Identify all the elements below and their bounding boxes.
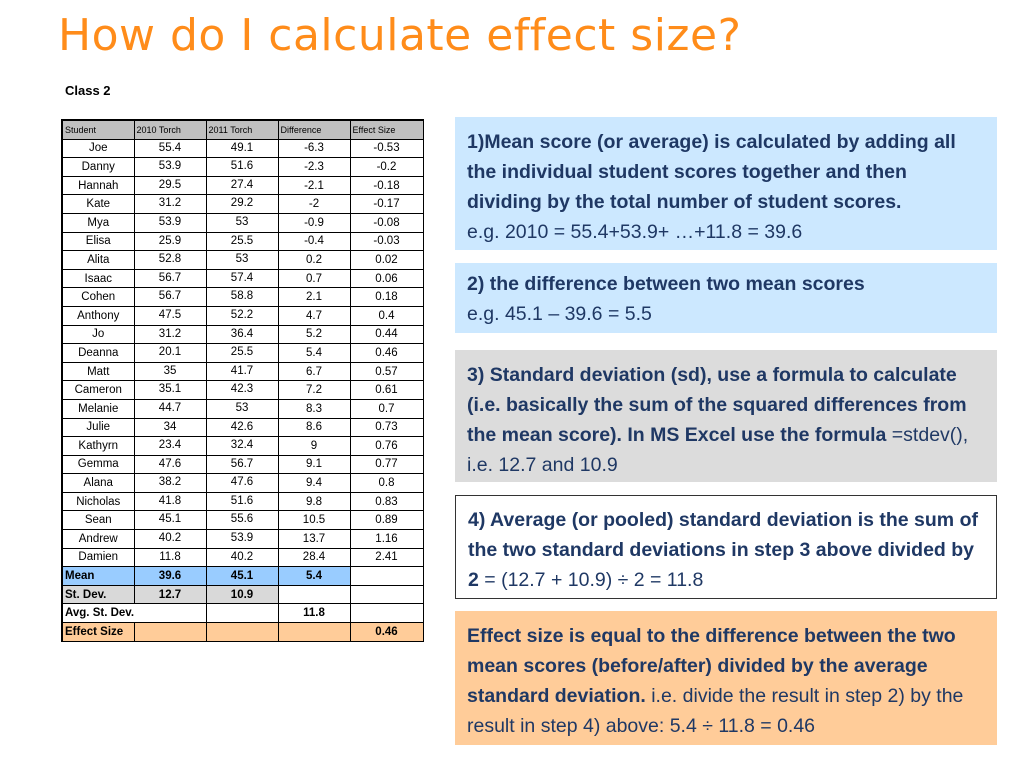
step-2-heading: 2) the difference between two mean scores (467, 273, 865, 295)
effect-size-label: Effect Size (62, 623, 134, 642)
score-2011-cell: 51.6 (206, 158, 278, 177)
student-name-cell: Elisa (62, 232, 134, 251)
score-2011-cell: 25.5 (206, 232, 278, 251)
effect-size-box (455, 611, 997, 745)
difference-cell: 9.4 (278, 474, 350, 493)
difference-cell: -0.9 (278, 213, 350, 232)
difference-cell: -0.4 (278, 232, 350, 251)
score-2010-cell: 29.5 (134, 176, 206, 195)
effect-size-cell: 0.57 (350, 362, 423, 381)
difference-cell: 5.4 (278, 344, 350, 363)
mean-row (62, 567, 423, 586)
score-2010-cell: 56.7 (134, 269, 206, 288)
mean-difference: 5.4 (278, 567, 350, 586)
student-name-cell: Cohen (62, 288, 134, 307)
score-2010-cell: 52.8 (134, 251, 206, 270)
sd-2011: 10.9 (206, 585, 278, 604)
score-2011-cell: 53.9 (206, 530, 278, 549)
avg-sd-effect-empty (350, 604, 423, 623)
student-name-cell: Mya (62, 213, 134, 232)
mean-effect-empty (350, 567, 423, 586)
sd-label: St. Dev. (62, 585, 134, 604)
score-2010-cell: 38.2 (134, 474, 206, 493)
effect-size-cell: -0.2 (350, 158, 423, 177)
student-name-cell: Jo (62, 325, 134, 344)
student-name-cell: Alita (62, 251, 134, 270)
score-2011-cell: 55.6 (206, 511, 278, 530)
score-2010-cell: 47.6 (134, 455, 206, 474)
score-2010-cell: 35.1 (134, 381, 206, 400)
mean-label: Mean (62, 567, 134, 586)
student-name-cell: Kate (62, 195, 134, 214)
effect-size-cell: -0.03 (350, 232, 423, 251)
table-row (62, 437, 423, 456)
step-4-box (455, 495, 997, 599)
table-row (62, 251, 423, 270)
class-label: Class 2 (65, 83, 111, 98)
score-2010-cell: 35 (134, 362, 206, 381)
score-2011-cell: 56.7 (206, 455, 278, 474)
effect-size-cell: 0.02 (350, 251, 423, 270)
table-row (62, 418, 423, 437)
page-title: How do I calculate effect size? (58, 10, 742, 61)
step-2-box (455, 263, 997, 333)
table-row (62, 362, 423, 381)
score-2011-cell: 52.2 (206, 306, 278, 325)
table-row (62, 139, 423, 158)
difference-cell: 4.7 (278, 306, 350, 325)
avg-sd-value: 11.8 (278, 604, 350, 623)
score-2011-cell: 53 (206, 213, 278, 232)
score-2010-cell: 53.9 (134, 158, 206, 177)
effect-size-cell: 1.16 (350, 530, 423, 549)
table-row (62, 492, 423, 511)
sd-difference-empty (278, 585, 350, 604)
difference-cell: 9.8 (278, 492, 350, 511)
student-name-cell: Julie (62, 418, 134, 437)
score-2011-cell: 36.4 (206, 325, 278, 344)
table-row (62, 288, 423, 307)
difference-cell: 13.7 (278, 530, 350, 549)
student-name-cell: Alana (62, 474, 134, 493)
effect-size-cell: 0.06 (350, 269, 423, 288)
difference-cell: 2.1 (278, 288, 350, 307)
score-2011-cell: 51.6 (206, 492, 278, 511)
table-row (62, 455, 423, 474)
score-2011-cell: 40.2 (206, 548, 278, 567)
table-row (62, 213, 423, 232)
score-2010-cell: 41.8 (134, 492, 206, 511)
difference-cell: 0.2 (278, 251, 350, 270)
table-row (62, 511, 423, 530)
student-name-cell: Anthony (62, 306, 134, 325)
difference-cell: 8.3 (278, 399, 350, 418)
effect-size-cell: 0.46 (350, 344, 423, 363)
student-name-cell: Kathyrn (62, 437, 134, 456)
difference-cell: 9.1 (278, 455, 350, 474)
header-2011: 2011 Torch (206, 120, 278, 139)
effect-size-cell: -0.53 (350, 139, 423, 158)
effect-size-cell: 0.44 (350, 325, 423, 344)
header-2010: 2010 Torch (134, 120, 206, 139)
difference-cell: 6.7 (278, 362, 350, 381)
effect-size-cell: -0.17 (350, 195, 423, 214)
table-row (62, 269, 423, 288)
difference-cell: 9 (278, 437, 350, 456)
student-name-cell: Joe (62, 139, 134, 158)
step-1-box (455, 117, 997, 250)
step-3-heading: 3) Standard deviation (sd), use a formula to calculate (i.e. basically the sum of the squared differences from the mean score). In MS Excel use the formula (467, 364, 967, 446)
effect-empty-3 (278, 623, 350, 642)
table-row (62, 530, 423, 549)
student-name-cell: Cameron (62, 381, 134, 400)
table-row (62, 474, 423, 493)
table-row (62, 344, 423, 363)
effect-size-cell: 0.61 (350, 381, 423, 400)
student-name-cell: Matt (62, 362, 134, 381)
step-1-heading: 1)Mean score (or average) is calculated by adding all the individual student scores together and then dividing by the total number of student scores. (467, 131, 956, 213)
difference-cell: 8.6 (278, 418, 350, 437)
avg-sd-label: Avg. St. Dev. (62, 604, 206, 623)
step-3-example: =stdev(), i.e. 12.7 and 10.9 (467, 424, 969, 476)
score-2010-cell: 11.8 (134, 548, 206, 567)
score-2011-cell: 53 (206, 399, 278, 418)
student-name-cell: Gemma (62, 455, 134, 474)
step-4-heading: 4) Average (or pooled) standard deviation is the sum of the two standard deviations in step 3 above divided by 2 (468, 509, 978, 591)
effect-size-cell: 0.76 (350, 437, 423, 456)
step-3-box (455, 350, 997, 482)
difference-cell: -2.3 (278, 158, 350, 177)
student-name-cell: Damien (62, 548, 134, 567)
score-2011-cell: 53 (206, 251, 278, 270)
score-2010-cell: 55.4 (134, 139, 206, 158)
effect-size-example: i.e. divide the result in step 2) by the result in step 4) above: 5.4 ÷ 11.8 = 0.46 (467, 685, 964, 737)
score-2011-cell: 29.2 (206, 195, 278, 214)
difference-cell: -6.3 (278, 139, 350, 158)
score-2011-cell: 49.1 (206, 139, 278, 158)
mean-2010: 39.6 (134, 567, 206, 586)
table-row (62, 306, 423, 325)
score-2010-cell: 40.2 (134, 530, 206, 549)
score-2011-cell: 32.4 (206, 437, 278, 456)
difference-cell: -2 (278, 195, 350, 214)
sd-effect-empty (350, 585, 423, 604)
score-2010-cell: 31.2 (134, 325, 206, 344)
effect-size-cell: 0.8 (350, 474, 423, 493)
header-difference: Difference (278, 120, 350, 139)
effect-size-cell: -0.08 (350, 213, 423, 232)
score-2010-cell: 23.4 (134, 437, 206, 456)
effect-size-value: 0.46 (350, 623, 423, 642)
effect-size-heading: Effect size is equal to the difference between the two mean scores (before/after) divided by the average standard deviation. (467, 625, 956, 707)
table-row (62, 158, 423, 177)
score-2011-cell: 41.7 (206, 362, 278, 381)
effect-size-cell: 0.77 (350, 455, 423, 474)
avg-sd-2011-empty (206, 604, 278, 623)
score-2010-cell: 25.9 (134, 232, 206, 251)
step-2-example: e.g. 45.1 – 39.6 = 5.5 (467, 303, 652, 325)
student-name-cell: Hannah (62, 176, 134, 195)
student-name-cell: Sean (62, 511, 134, 530)
score-2011-cell: 25.5 (206, 344, 278, 363)
score-2011-cell: 42.6 (206, 418, 278, 437)
effect-size-cell: 0.7 (350, 399, 423, 418)
step-1-example: e.g. 2010 = 55.4+53.9+ …+11.8 = 39.6 (467, 221, 803, 243)
score-2010-cell: 44.7 (134, 399, 206, 418)
table-row (62, 325, 423, 344)
effect-size-cell: 0.4 (350, 306, 423, 325)
student-name-cell: Isaac (62, 269, 134, 288)
table-row (62, 195, 423, 214)
effect-empty-1 (134, 623, 206, 642)
table-row (62, 381, 423, 400)
effect-empty-2 (206, 623, 278, 642)
difference-cell: 7.2 (278, 381, 350, 400)
header-student: Student (62, 120, 134, 139)
scores-table (61, 119, 424, 642)
table-row (62, 232, 423, 251)
student-name-cell: Deanna (62, 344, 134, 363)
sd-row (62, 585, 423, 604)
table-header-row (62, 120, 423, 139)
score-2010-cell: 47.5 (134, 306, 206, 325)
difference-cell: 5.2 (278, 325, 350, 344)
table-row (62, 548, 423, 567)
score-2011-cell: 42.3 (206, 381, 278, 400)
score-2010-cell: 34 (134, 418, 206, 437)
step-4-example: = (12.7 + 10.9) ÷ 2 = 11.8 (478, 569, 704, 591)
sd-2010: 12.7 (134, 585, 206, 604)
student-name-cell: Andrew (62, 530, 134, 549)
effect-size-row (62, 623, 423, 642)
header-effect-size: Effect Size (350, 120, 423, 139)
effect-size-cell: 0.18 (350, 288, 423, 307)
mean-2011: 45.1 (206, 567, 278, 586)
effect-size-cell: 2.41 (350, 548, 423, 567)
score-2011-cell: 58.8 (206, 288, 278, 307)
table-row (62, 176, 423, 195)
effect-size-cell: -0.18 (350, 176, 423, 195)
score-2010-cell: 45.1 (134, 511, 206, 530)
score-2011-cell: 27.4 (206, 176, 278, 195)
effect-size-cell: 0.73 (350, 418, 423, 437)
score-2010-cell: 56.7 (134, 288, 206, 307)
student-name-cell: Nicholas (62, 492, 134, 511)
difference-cell: -2.1 (278, 176, 350, 195)
table-row (62, 399, 423, 418)
effect-size-cell: 0.89 (350, 511, 423, 530)
student-name-cell: Danny (62, 158, 134, 177)
difference-cell: 0.7 (278, 269, 350, 288)
student-name-cell: Melanie (62, 399, 134, 418)
score-2011-cell: 57.4 (206, 269, 278, 288)
difference-cell: 28.4 (278, 548, 350, 567)
score-2010-cell: 20.1 (134, 344, 206, 363)
avg-sd-row (62, 604, 423, 623)
score-2011-cell: 47.6 (206, 474, 278, 493)
score-2010-cell: 53.9 (134, 213, 206, 232)
effect-size-cell: 0.83 (350, 492, 423, 511)
score-2010-cell: 31.2 (134, 195, 206, 214)
difference-cell: 10.5 (278, 511, 350, 530)
